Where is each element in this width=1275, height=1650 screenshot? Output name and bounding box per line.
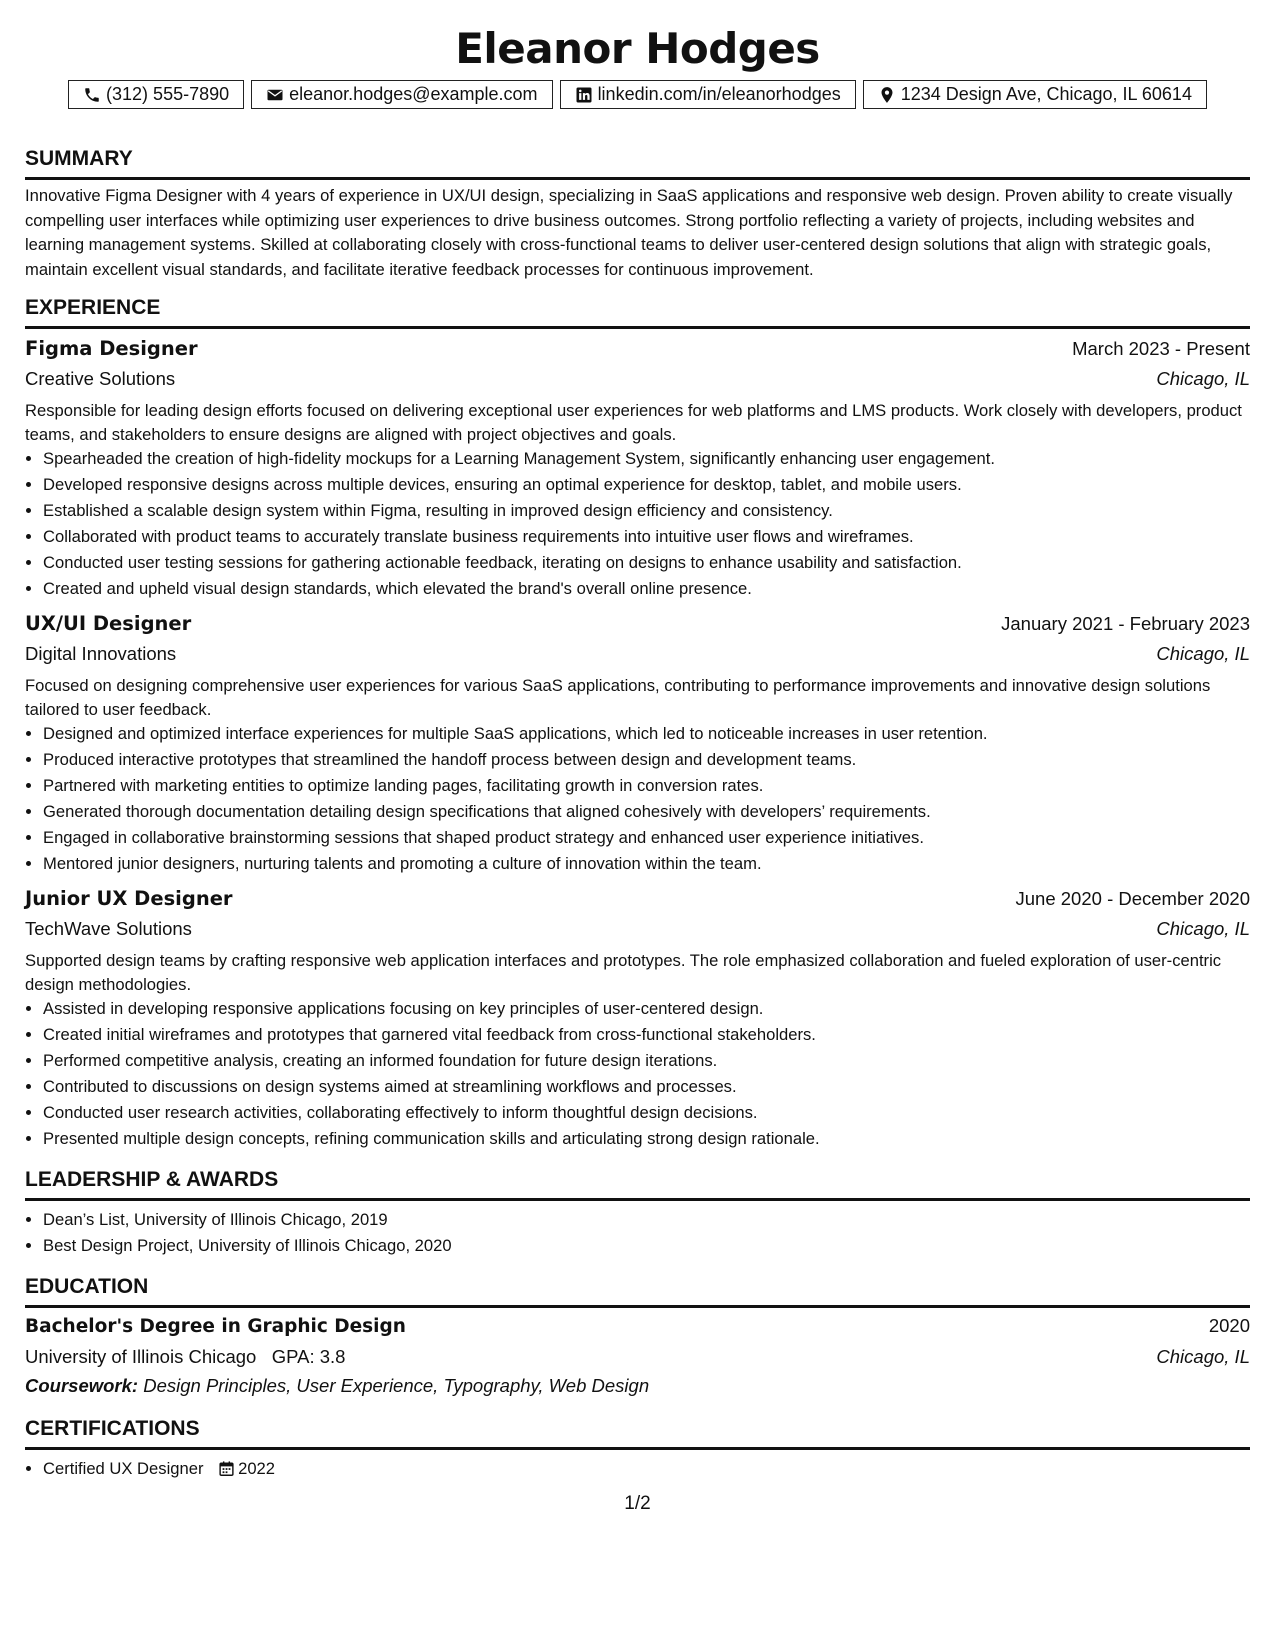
calendar-icon: [218, 1460, 235, 1477]
school-line: [25, 1343, 345, 1371]
coursework-label: Coursework:: [25, 1375, 139, 1397]
contact-phone[interactable]: [68, 80, 244, 109]
list-item: • Best Design Project, University of Illinois Chicago, 2020: [43, 1233, 1250, 1259]
awards-list: [25, 1207, 1250, 1259]
certifications-list: [25, 1456, 1250, 1482]
job-entry: [25, 883, 1250, 1152]
section-title-experience: EXPERIENCE: [25, 294, 1250, 329]
job-bullets: [25, 446, 1250, 602]
linkedin-icon: [575, 86, 593, 104]
section-title-education: EDUCATION: [25, 1273, 1250, 1308]
section-title-leadership: LEADERSHIP & AWARDS: [25, 1166, 1250, 1201]
linkedin-text: linkedin.com/in/eleanorhodges: [597, 84, 841, 104]
list-item: • Conducted user testing sessions for gathering actionable feedback, iterating on designs to enhance usability and satisfaction.: [43, 550, 1250, 576]
job-title: UX/UI Designer: [25, 612, 192, 636]
list-item: [43, 1456, 1250, 1482]
job-entry: [25, 333, 1250, 602]
job-title: Junior UX Designer: [25, 887, 233, 911]
job-description: Responsible for leading design efforts focused on delivering exceptional user experiences for web platforms and LMS products. Work closely with developers, product teams, and stakeholders to ensure designs are aligned with project objectives and goals.: [25, 401, 1242, 444]
section-title-summary: SUMMARY: [25, 145, 1250, 180]
address-text: 1234 Design Ave, Chicago, IL 60614: [900, 84, 1192, 104]
certifications-section: [25, 1415, 1250, 1482]
experience-section: [25, 294, 1250, 1152]
contact-email[interactable]: [251, 80, 552, 109]
map-pin-icon: [878, 86, 896, 104]
phone-text: (312) 555-7890: [106, 84, 230, 104]
coursework: [25, 1371, 1250, 1401]
list-item: • Collaborated with product teams to accurately translate business requirements into intuitive user flows and wireframes.: [43, 524, 1250, 550]
list-item: • Created and upheld visual design standards, which elevated the brand's overall online presence.: [43, 576, 1250, 602]
job-company: Creative Solutions: [25, 368, 176, 390]
list-item: • Established a scalable design system within Figma, resulting in improved design efficiency and consistency.: [43, 498, 1250, 524]
job-dates: June 2020 - December 2020: [1015, 888, 1250, 910]
job-bullets: [25, 996, 1250, 1152]
job-bullets: [25, 721, 1250, 877]
list-item: • Presented multiple design concepts, refining communication skills and articulating strong design rationale.: [43, 1126, 1250, 1152]
list-item: • Performed competitive analysis, creating an informed foundation for future design iterations.: [43, 1048, 1250, 1074]
job-dates: January 2021 - February 2023: [1001, 613, 1250, 635]
email-text: eleanor.hodges@example.com: [289, 84, 538, 104]
page-number: 1/2: [624, 1493, 651, 1514]
list-item: • Mentored junior designers, nurturing talents and promoting a culture of innovation within the team.: [43, 851, 1250, 877]
leadership-section: [25, 1166, 1250, 1259]
list-item: • Assisted in developing responsive applications focusing on key principles of user-centered design.: [43, 996, 1250, 1022]
job-company: Digital Innovations: [25, 643, 177, 665]
candidate-name: Eleanor Hodges: [455, 24, 820, 73]
list-item: • Conducted user research activities, collaborating effectively to inform thoughtful design decisions.: [43, 1100, 1250, 1126]
education-section: [25, 1273, 1250, 1401]
contact-linkedin[interactable]: [560, 80, 856, 109]
list-item: • Dean’s List, University of Illinois Chicago, 2019: [43, 1207, 1250, 1233]
list-item: • Spearheaded the creation of high-fidelity mockups for a Learning Management System, significantly enhancing user engagement.: [43, 446, 1250, 472]
summary-section: [25, 145, 1250, 282]
envelope-icon: [266, 86, 284, 104]
list-item: • Created initial wireframes and prototypes that garnered vital feedback from cross-functional stakeholders.: [43, 1022, 1250, 1048]
job-location: Chicago, IL: [1156, 643, 1250, 665]
school-name: University of Illinois Chicago: [25, 1346, 257, 1368]
list-item: • Contributed to discussions on design systems aimed at streamlining workflows and processes.: [43, 1074, 1250, 1100]
school-location: Chicago, IL: [1156, 1346, 1250, 1368]
certification-year: 2022: [238, 1459, 276, 1479]
phone-icon: [83, 86, 101, 104]
gpa: GPA: 3.8: [271, 1346, 346, 1368]
job-description: Supported design teams by crafting responsive web application interfaces and prototypes. The role emphasized collaboration and fueled exploration of user-centric design methodologies.: [25, 951, 1222, 994]
list-item: • Designed and optimized interface experiences for multiple SaaS applications, which led to noticeable increases in user retention.: [43, 721, 1250, 747]
list-item: • Developed responsive designs across multiple devices, ensuring an optimal experience for desktop, tablet, and mobile users.: [43, 472, 1250, 498]
coursework-list: Design Principles, User Experience, Typography, Web Design: [143, 1375, 650, 1397]
list-item: • Generated thorough documentation detailing design specifications that aligned cohesively with developers’ requirements.: [43, 799, 1250, 825]
section-title-certifications: CERTIFICATIONS: [25, 1415, 1250, 1450]
job-location: Chicago, IL: [1156, 918, 1250, 940]
job-entry: [25, 608, 1250, 877]
job-title: Figma Designer: [25, 337, 198, 361]
certification-name: Certified UX Designer: [43, 1459, 204, 1479]
contact-address[interactable]: [863, 80, 1207, 109]
job-dates: March 2023 - Present: [1072, 338, 1250, 360]
list-item: • Engaged in collaborative brainstorming sessions that shaped product strategy and enhanced user experience initiatives.: [43, 825, 1250, 851]
degree-year: 2020: [1208, 1315, 1250, 1337]
list-item: • Produced interactive prototypes that streamlined the handoff process between design and development teams.: [43, 747, 1250, 773]
job-location: Chicago, IL: [1156, 368, 1250, 390]
summary-text: Innovative Figma Designer with 4 years of experience in UX/UI design, specializing in SaaS applications and responsive web design. Proven ability to create visually compelling user interfaces while optimizing user experiences to drive business outcomes. Strong portfolio reflecting a variety of projects, including websites and learning management systems. Skilled at collaborating closely with cross-functional teams to deliver user-centered design solutions that align with strategic goals, maintain excellent visual standards, and facilitate iterative feedback processes for continuous improvement.: [25, 186, 1233, 279]
job-description: Focused on designing comprehensive user experiences for various SaaS applications, contributing to performance improvements and innovative design solutions tailored to user feedback.: [25, 676, 1211, 719]
list-item: • Partnered with marketing entities to optimize landing pages, facilitating growth in conversion rates.: [43, 773, 1250, 799]
degree-title: Bachelor's Degree in Graphic Design: [25, 1316, 406, 1338]
job-company: TechWave Solutions: [25, 918, 192, 940]
contact-bar: [25, 80, 1250, 109]
